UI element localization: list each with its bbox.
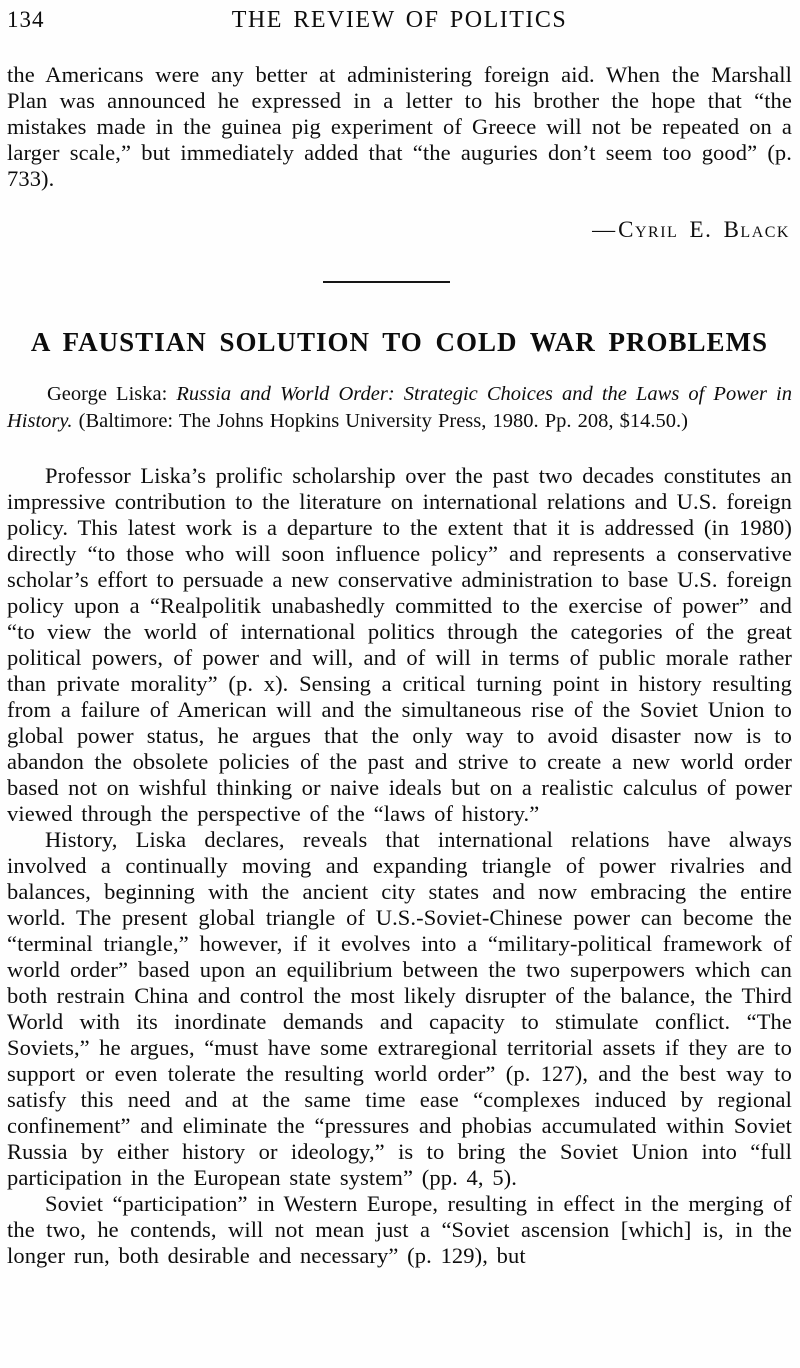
book-citation [7, 381, 792, 435]
citation-book-title: Russia and World Order: Strategic Choices and the Laws of Power in History. [7, 383, 792, 432]
citation-publication-info: (Baltimore: The Johns Hopkins University Press, 1980. Pp. 208, $14.50.) [72, 410, 688, 432]
page-number: 134 [7, 7, 45, 32]
review-title: A FAUSTIAN SOLUTION TO COLD WAR PROBLEMS [30, 327, 769, 357]
review-paragraph-1: Professor Liska’s prolific scholarship over the past two decades constitutes an impressive contribution to the literature on international relations and U.S. foreign policy. This latest work is a departure to the extent that it is addressed (in 1980) directly “to those who will soon influence policy” and represents a conservative scholar’s effort to persuade a new conservative administration to base U.S. foreign policy upon a “Realpolitik unabashedly committed to the exercise of power” and “to view the world of international politics through the categories of the great political powers, of power and will, and of will in terms of public morale rather than private morality” (p. x). Sensing a critical turning point in history resulting from a failure of American will and the simultaneous rise of the Soviet Union to global power status, he argues that the only way to avoid disaster now is to abandon the obsolete policies of the past and strive to create a new world order based not on wishful thinking or naive ideals but on a realistic calculus of power viewed through the perspective of the “laws of history.” [7, 463, 792, 826]
section-divider-rule [323, 281, 450, 283]
running-head [7, 6, 792, 34]
journal-title: THE REVIEW OF POLITICS [231, 7, 568, 33]
page-content [7, 62, 792, 1269]
citation-author: George Liska: [47, 383, 177, 405]
signature-dash: — [592, 217, 616, 242]
reviewer-name: Cyril E. Black [618, 217, 790, 242]
review-paragraph-2: History, Liska declares, reveals that international relations have always involved a continually moving and expanding triangle of power rivalries and balances, beginning with the ancient city states and now embracing the entire world. The present global triangle of U.S.-Soviet-Chinese power can become the “terminal triangle,” however, if it evolves into a “military-political framework of world order” based upon an equilibrium between the two superpowers which can both restrain China and control the most likely disrupter of the balance, the Third World with its inordinate demands and capacity to stimulate conflict. “The Soviets,” he argues, “must have some extraregional territorial assets if they are to support or even tolerate the resulting world order” (p. 127), and the best way to satisfy this need and at the same time ease “complexes induced by regional confinement” and eliminate the “pressures and phobias accumulated within Soviet Russia by either history or ideology,” is to bring the Soviet Union into “full participation in the European state system” (pp. 4, 5). [7, 827, 792, 1190]
previous-review-closing-paragraph: the Americans were any better at administering foreign aid. When the Marshall Plan was announced he expressed in a letter to his brother the hope that “the mistakes made in the guinea pig experiment of Greece will not be repeated on a larger scale,” but immediately added that “the auguries don’t seem too good” (p. 733). [7, 62, 792, 191]
reviewer-signature [7, 216, 792, 243]
review-paragraph-3: Soviet “participation” in Western Europe, resulting in effect in the merging of the two, he contends, will not mean just a “Soviet ascension [which] is, in the longer run, both desirable and necessary” (p. 129), but [7, 1191, 792, 1268]
review-body [7, 463, 792, 1269]
